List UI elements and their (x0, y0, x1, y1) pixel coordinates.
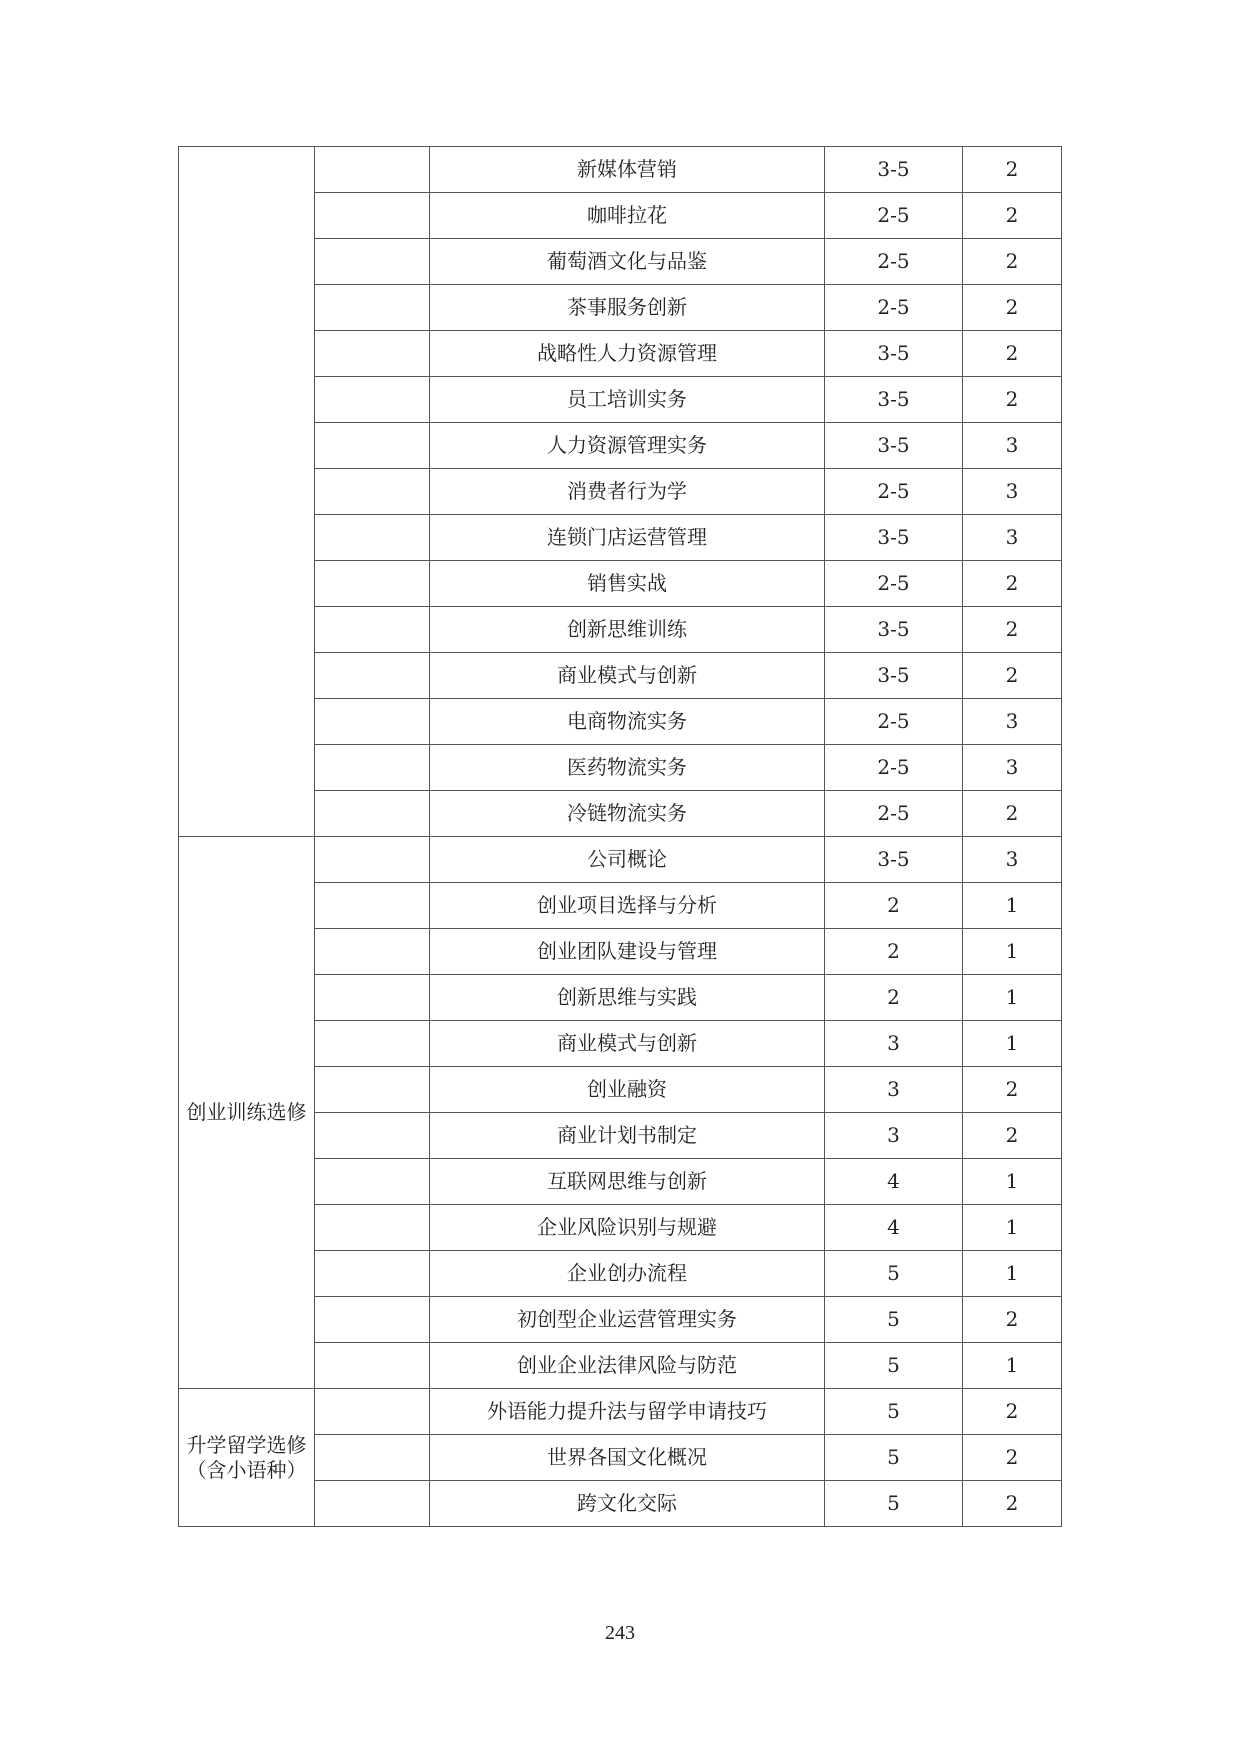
semester-cell: 5 (825, 1435, 963, 1481)
credits-cell: 2 (963, 147, 1062, 193)
category-label: （含小语种） (186, 1457, 307, 1482)
course-name-cell: 初创型企业运营管理实务 (430, 1297, 825, 1343)
semester-cell: 4 (825, 1205, 963, 1251)
empty-cell (315, 1389, 430, 1435)
credits-cell: 2 (963, 653, 1062, 699)
credits-cell: 2 (963, 1113, 1062, 1159)
course-name-cell: 电商物流实务 (430, 699, 825, 745)
credits-cell: 3 (963, 469, 1062, 515)
empty-cell (315, 837, 430, 883)
semester-cell: 3-5 (825, 837, 963, 883)
course-table-body (179, 147, 1062, 1527)
semester-cell: 2 (825, 975, 963, 1021)
semester-cell: 3-5 (825, 377, 963, 423)
semester-cell: 2-5 (825, 193, 963, 239)
empty-cell (315, 239, 430, 285)
credits-cell: 3 (963, 423, 1062, 469)
semester-cell: 3-5 (825, 607, 963, 653)
empty-cell (315, 1159, 430, 1205)
course-name-cell: 跨文化交际 (430, 1481, 825, 1527)
empty-cell (315, 1343, 430, 1389)
credits-cell: 2 (963, 239, 1062, 285)
empty-cell (315, 607, 430, 653)
credits-cell: 2 (963, 331, 1062, 377)
credits-cell: 2 (963, 607, 1062, 653)
course-name-cell: 消费者行为学 (430, 469, 825, 515)
course-name-cell: 连锁门店运营管理 (430, 515, 825, 561)
course-name-cell: 茶事服务创新 (430, 285, 825, 331)
empty-cell (315, 1021, 430, 1067)
course-name-cell: 商业模式与创新 (430, 653, 825, 699)
category-label: 升学留学选修 (186, 1432, 307, 1457)
course-name-cell: 员工培训实务 (430, 377, 825, 423)
table-row (179, 1389, 1062, 1435)
semester-cell: 5 (825, 1389, 963, 1435)
empty-cell (315, 469, 430, 515)
semester-cell: 2 (825, 929, 963, 975)
credits-cell: 1 (963, 1251, 1062, 1297)
credits-cell: 2 (963, 1435, 1062, 1481)
credits-cell: 1 (963, 1205, 1062, 1251)
empty-cell (315, 331, 430, 377)
course-name-cell: 企业风险识别与规避 (430, 1205, 825, 1251)
semester-cell: 2 (825, 883, 963, 929)
semester-cell: 3-5 (825, 331, 963, 377)
credits-cell: 3 (963, 515, 1062, 561)
credits-cell: 2 (963, 1067, 1062, 1113)
category-cell (179, 837, 315, 1389)
category-label: 创业训练选修 (186, 1100, 307, 1124)
course-name-cell: 销售实战 (430, 561, 825, 607)
semester-cell: 3 (825, 1067, 963, 1113)
semester-cell: 2-5 (825, 561, 963, 607)
empty-cell (315, 1435, 430, 1481)
course-name-cell: 互联网思维与创新 (430, 1159, 825, 1205)
empty-cell (315, 1067, 430, 1113)
empty-cell (315, 561, 430, 607)
course-name-cell: 外语能力提升法与留学申请技巧 (430, 1389, 825, 1435)
credits-cell: 1 (963, 883, 1062, 929)
course-name-cell: 企业创办流程 (430, 1251, 825, 1297)
empty-cell (315, 1481, 430, 1527)
credits-cell: 2 (963, 285, 1062, 331)
course-name-cell: 冷链物流实务 (430, 791, 825, 837)
semester-cell: 2-5 (825, 285, 963, 331)
course-table (178, 146, 1062, 1527)
course-name-cell: 世界各国文化概况 (430, 1435, 825, 1481)
course-name-cell: 公司概论 (430, 837, 825, 883)
semester-cell: 4 (825, 1159, 963, 1205)
credits-cell: 2 (963, 1481, 1062, 1527)
course-name-cell: 创新思维训练 (430, 607, 825, 653)
semester-cell: 3 (825, 1113, 963, 1159)
table-row (179, 837, 1062, 883)
semester-cell: 2-5 (825, 239, 963, 285)
empty-cell (315, 515, 430, 561)
empty-cell (315, 423, 430, 469)
page-number: 243 (605, 1622, 635, 1644)
credits-cell: 3 (963, 699, 1062, 745)
empty-cell (315, 285, 430, 331)
course-name-cell: 创业企业法律风险与防范 (430, 1343, 825, 1389)
empty-cell (315, 1297, 430, 1343)
credits-cell: 2 (963, 377, 1062, 423)
semester-cell: 2-5 (825, 745, 963, 791)
empty-cell (315, 377, 430, 423)
credits-cell: 1 (963, 975, 1062, 1021)
course-name-cell: 创业团队建设与管理 (430, 929, 825, 975)
semester-cell: 2-5 (825, 791, 963, 837)
semester-cell: 3-5 (825, 147, 963, 193)
semester-cell: 5 (825, 1297, 963, 1343)
credits-cell: 2 (963, 1297, 1062, 1343)
empty-cell (315, 699, 430, 745)
semester-cell: 3-5 (825, 515, 963, 561)
course-name-cell: 新媒体营销 (430, 147, 825, 193)
empty-cell (315, 791, 430, 837)
table-row (179, 147, 1062, 193)
semester-cell: 2-5 (825, 699, 963, 745)
course-name-cell: 战略性人力资源管理 (430, 331, 825, 377)
credits-cell: 1 (963, 929, 1062, 975)
credits-cell: 2 (963, 791, 1062, 837)
semester-cell: 5 (825, 1251, 963, 1297)
semester-cell: 3 (825, 1021, 963, 1067)
course-name-cell: 创业项目选择与分析 (430, 883, 825, 929)
empty-cell (315, 653, 430, 699)
empty-cell (315, 1251, 430, 1297)
course-name-cell: 商业计划书制定 (430, 1113, 825, 1159)
semester-cell: 3-5 (825, 653, 963, 699)
credits-cell: 2 (963, 193, 1062, 239)
semester-cell: 2-5 (825, 469, 963, 515)
credits-cell: 1 (963, 1021, 1062, 1067)
credits-cell: 1 (963, 1343, 1062, 1389)
empty-cell (315, 745, 430, 791)
semester-cell: 5 (825, 1343, 963, 1389)
course-name-cell: 葡萄酒文化与品鉴 (430, 239, 825, 285)
credits-cell: 1 (963, 1159, 1062, 1205)
course-name-cell: 创业融资 (430, 1067, 825, 1113)
course-name-cell: 人力资源管理实务 (430, 423, 825, 469)
category-cell (179, 1389, 315, 1527)
credits-cell: 2 (963, 561, 1062, 607)
category-cell (179, 147, 315, 837)
semester-cell: 3-5 (825, 423, 963, 469)
credits-cell: 3 (963, 745, 1062, 791)
empty-cell (315, 975, 430, 1021)
empty-cell (315, 1113, 430, 1159)
course-name-cell: 咖啡拉花 (430, 193, 825, 239)
empty-cell (315, 883, 430, 929)
empty-cell (315, 929, 430, 975)
course-name-cell: 商业模式与创新 (430, 1021, 825, 1067)
semester-cell: 5 (825, 1481, 963, 1527)
credits-cell: 3 (963, 837, 1062, 883)
empty-cell (315, 147, 430, 193)
empty-cell (315, 193, 430, 239)
credits-cell: 2 (963, 1389, 1062, 1435)
course-name-cell: 创新思维与实践 (430, 975, 825, 1021)
empty-cell (315, 1205, 430, 1251)
course-name-cell: 医药物流实务 (430, 745, 825, 791)
